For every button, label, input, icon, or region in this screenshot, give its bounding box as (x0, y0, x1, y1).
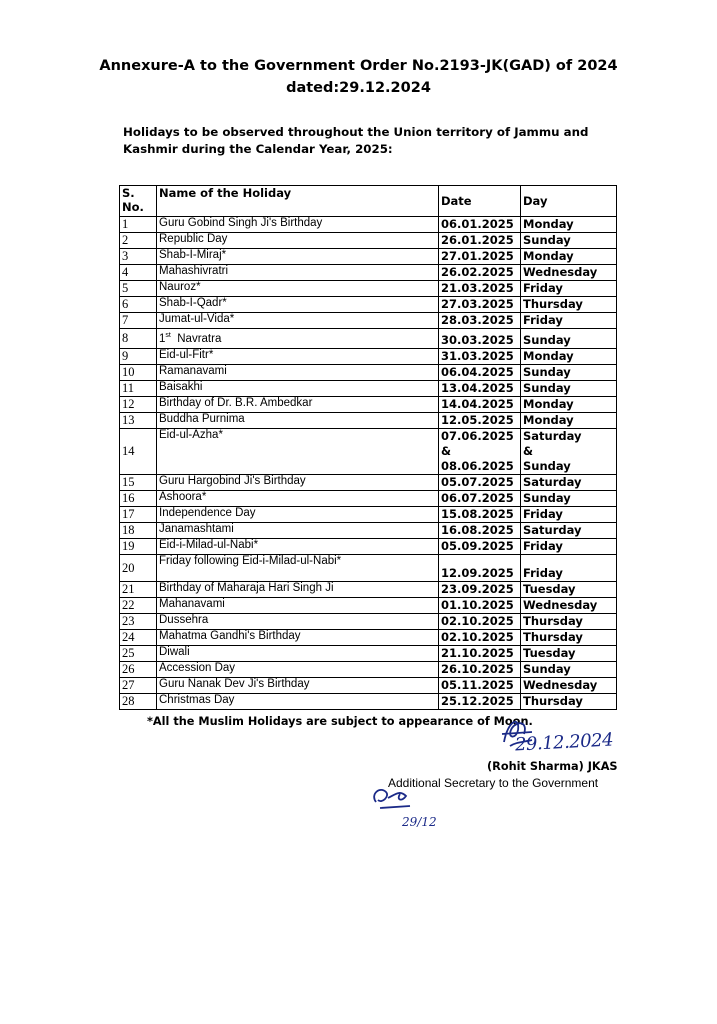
cell-date: 06.04.2025 (439, 365, 521, 381)
cell-date: 31.03.2025 (439, 349, 521, 365)
cell-holiday-name: Baisakhi (157, 381, 439, 397)
header-date: Date (439, 186, 521, 217)
footnote: *All the Muslim Holidays are subject to appearance of Moon. (147, 715, 533, 728)
name-text: Navratra (177, 332, 222, 345)
cell-sno: 11 (120, 381, 157, 397)
table-row (120, 413, 617, 429)
cell-holiday-name: Shab-I-Miraj* (157, 249, 439, 265)
cell-sno: 14 (120, 429, 157, 475)
cell-date: 23.09.2025 (439, 582, 521, 598)
table-row (120, 397, 617, 413)
cell-day: Friday (521, 507, 617, 523)
table-row (120, 217, 617, 233)
cell-holiday-name: Birthday of Maharaja Hari Singh Ji (157, 582, 439, 598)
cell-day: Thursday (521, 297, 617, 313)
table-row (120, 582, 617, 598)
cell-sno: 5 (120, 281, 157, 297)
cell-sno: 22 (120, 598, 157, 614)
cell-sno: 15 (120, 475, 157, 491)
header-name: Name of the Holiday (157, 186, 439, 217)
table-row (120, 662, 617, 678)
table-row (120, 539, 617, 555)
cell-day: Tuesday (521, 646, 617, 662)
table-row (120, 429, 617, 475)
cell-holiday-name: Jumat-ul-Vida* (157, 313, 439, 329)
cell-sno: 16 (120, 491, 157, 507)
cell-date: 05.11.2025 (439, 678, 521, 694)
table-row (120, 630, 617, 646)
signatory-name: (Rohit Sharma) JKAS (487, 760, 618, 773)
cell-day: Thursday (521, 694, 617, 710)
cell-day: Wednesday (521, 265, 617, 281)
table-row (120, 507, 617, 523)
cell-sno: 4 (120, 265, 157, 281)
cell-day: Monday (521, 217, 617, 233)
cell-holiday-name: Mahashivratri (157, 265, 439, 281)
cell-sno: 3 (120, 249, 157, 265)
cell-date: 06.07.2025 (439, 491, 521, 507)
cell-day: Friday (521, 539, 617, 555)
cell-date: 26.01.2025 (439, 233, 521, 249)
cell-date: 26.02.2025 (439, 265, 521, 281)
cell-day: Saturday (521, 523, 617, 539)
day-joiner: & (523, 444, 534, 458)
cell-holiday-name: Republic Day (157, 233, 439, 249)
cell-holiday-name: Buddha Purnima (157, 413, 439, 429)
cell-sno: 7 (120, 313, 157, 329)
cell-holiday-name: Diwali (157, 646, 439, 662)
cell-day: Monday (521, 249, 617, 265)
cell-day: Friday (521, 313, 617, 329)
cell-day: Thursday (521, 614, 617, 630)
cell-day: Sunday (521, 662, 617, 678)
table-row (120, 365, 617, 381)
table-row (120, 523, 617, 539)
cell-date: 15.08.2025 (439, 507, 521, 523)
cell-date: 05.07.2025 (439, 475, 521, 491)
name-ordinal: 1 (159, 332, 166, 345)
cell-sno: 17 (120, 507, 157, 523)
cell-date (439, 429, 521, 475)
table-row (120, 297, 617, 313)
cell-sno: 18 (120, 523, 157, 539)
cell-date: 05.09.2025 (439, 539, 521, 555)
cell-holiday-name: Guru Hargobind Ji's Birthday (157, 475, 439, 491)
cell-date: 06.01.2025 (439, 217, 521, 233)
cell-date: 12.05.2025 (439, 413, 521, 429)
cell-sno: 9 (120, 349, 157, 365)
table-row (120, 381, 617, 397)
cell-day: Wednesday (521, 678, 617, 694)
cell-sno: 28 (120, 694, 157, 710)
header-day: Day (521, 186, 617, 217)
table-row (120, 329, 617, 349)
cell-sno: 13 (120, 413, 157, 429)
table-row (120, 614, 617, 630)
cell-date: 21.03.2025 (439, 281, 521, 297)
cell-date: 01.10.2025 (439, 598, 521, 614)
cell-day: Sunday (521, 233, 617, 249)
cell-sno: 1 (120, 217, 157, 233)
cell-day: Tuesday (521, 582, 617, 598)
initials-mark (366, 784, 456, 830)
table-row (120, 694, 617, 710)
date-joiner: & (441, 444, 452, 458)
holiday-table-body (120, 217, 617, 710)
day-second: Sunday (523, 459, 571, 473)
table-row (120, 646, 617, 662)
signatory-designation: Additional Secretary to the Government (388, 776, 599, 790)
cell-day: Sunday (521, 365, 617, 381)
cell-day: Thursday (521, 630, 617, 646)
cell-holiday-name: Nauroz* (157, 281, 439, 297)
cell-holiday-name: Janamashtami (157, 523, 439, 539)
cell-date: 26.10.2025 (439, 662, 521, 678)
cell-sno: 20 (120, 555, 157, 582)
cell-holiday-name: Guru Gobind Singh Ji's Birthday (157, 217, 439, 233)
cell-date: 27.01.2025 (439, 249, 521, 265)
cell-sno: 10 (120, 365, 157, 381)
cell-sno: 8 (120, 329, 157, 349)
table-row (120, 555, 617, 582)
cell-day: Wednesday (521, 598, 617, 614)
intro-text: Holidays to be observed throughout the Union territory of Jammu and Kashmir during the Calendar Year, 2025: (123, 125, 589, 156)
cell-day (521, 429, 617, 475)
document-title: Annexure-A to the Government Order No.2193-JK(GAD) of 2024 (99, 58, 618, 74)
cell-holiday-name: Eid-ul-Fitr* (157, 349, 439, 365)
cell-holiday-name: Christmas Day (157, 694, 439, 710)
cell-sno: 12 (120, 397, 157, 413)
cell-holiday-name: Ramanavami (157, 365, 439, 381)
cell-day: Sunday (521, 329, 617, 349)
cell-sno: 26 (120, 662, 157, 678)
cell-date: 12.09.2025 (439, 555, 521, 582)
cell-date: 16.08.2025 (439, 523, 521, 539)
cell-sno: 19 (120, 539, 157, 555)
table-row (120, 281, 617, 297)
date-second: 08.06.2025 (441, 459, 514, 473)
cell-holiday-name: Friday following Eid-i-Milad-ul-Nabi* (157, 555, 439, 582)
holiday-table (119, 185, 617, 710)
cell-day: Monday (521, 397, 617, 413)
cell-holiday-name: Guru Nanak Dev Ji's Birthday (157, 678, 439, 694)
cell-holiday-name: Accession Day (157, 662, 439, 678)
cell-holiday-name: Mahatma Gandhi's Birthday (157, 630, 439, 646)
cell-sno: 23 (120, 614, 157, 630)
cell-date: 21.10.2025 (439, 646, 521, 662)
table-row (120, 233, 617, 249)
cell-day: Sunday (521, 381, 617, 397)
cell-day: Saturday (521, 475, 617, 491)
table-row (120, 598, 617, 614)
cell-holiday-name: Shab-I-Qadr* (157, 297, 439, 313)
cell-date: 02.10.2025 (439, 614, 521, 630)
cell-day: Monday (521, 413, 617, 429)
cell-date: 02.10.2025 (439, 630, 521, 646)
header-sno: S. No. (120, 186, 157, 217)
cell-sno: 24 (120, 630, 157, 646)
day-first: Saturday (523, 429, 582, 443)
table-header-row (120, 186, 617, 217)
date-first: 07.06.2025 (441, 429, 514, 443)
cell-date: 13.04.2025 (439, 381, 521, 397)
cell-sno: 2 (120, 233, 157, 249)
signature-date: 29.12.2024 (514, 729, 614, 756)
cell-date: 25.12.2025 (439, 694, 521, 710)
cell-holiday-name: Eid-ul-Azha* (157, 429, 439, 475)
initials-date: 29/12 (402, 815, 437, 829)
table-row (120, 349, 617, 365)
table-row (120, 475, 617, 491)
cell-day: Friday (521, 281, 617, 297)
cell-date: 30.03.2025 (439, 329, 521, 349)
table-row (120, 265, 617, 281)
cell-holiday-name: Eid-i-Milad-ul-Nabi* (157, 539, 439, 555)
document-date: dated:29.12.2024 (286, 80, 431, 96)
cell-date: 27.03.2025 (439, 297, 521, 313)
name-ordinal-suffix: st (165, 332, 171, 339)
cell-day: Monday (521, 349, 617, 365)
cell-day: Friday (521, 555, 617, 582)
cell-date: 14.04.2025 (439, 397, 521, 413)
cell-holiday-name: Birthday of Dr. B.R. Ambedkar (157, 397, 439, 413)
table-row (120, 249, 617, 265)
cell-day: Sunday (521, 491, 617, 507)
table-row (120, 313, 617, 329)
cell-holiday-name: Mahanavami (157, 598, 439, 614)
cell-sno: 25 (120, 646, 157, 662)
cell-holiday-name: Independence Day (157, 507, 439, 523)
cell-holiday-name (157, 329, 439, 349)
cell-sno: 27 (120, 678, 157, 694)
cell-date: 28.03.2025 (439, 313, 521, 329)
table-row (120, 678, 617, 694)
cell-holiday-name: Dussehra (157, 614, 439, 630)
cell-holiday-name: Ashoora* (157, 491, 439, 507)
cell-sno: 6 (120, 297, 157, 313)
cell-sno: 21 (120, 582, 157, 598)
table-row (120, 491, 617, 507)
